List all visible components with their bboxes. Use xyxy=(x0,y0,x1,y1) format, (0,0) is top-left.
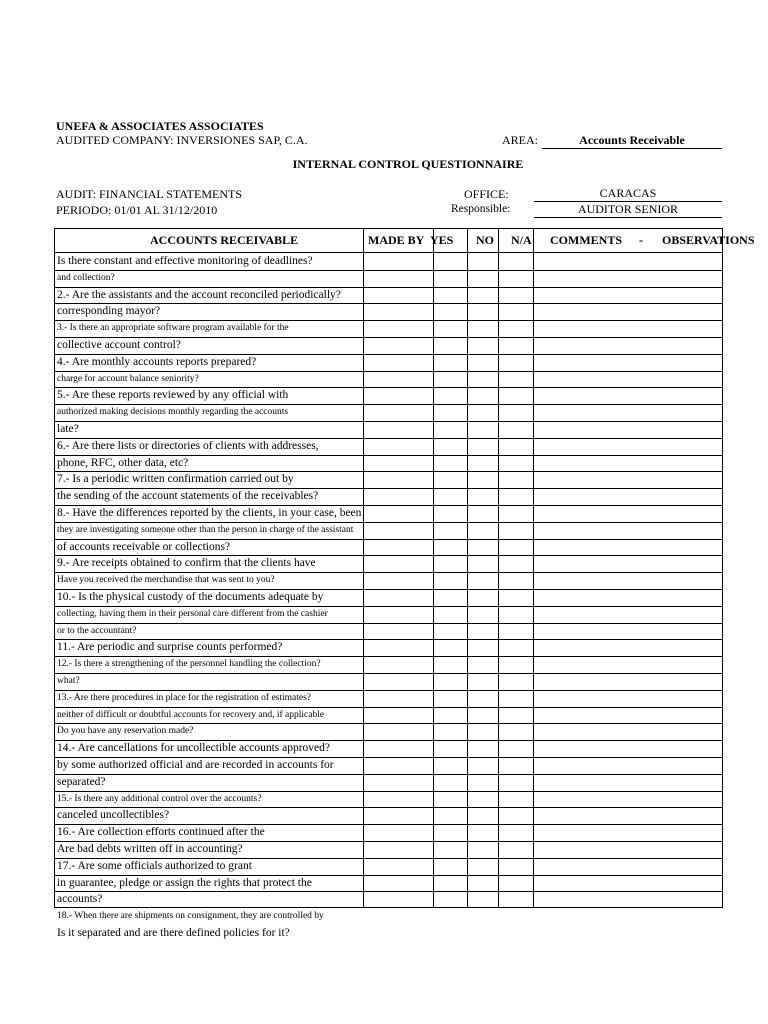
page-title: INTERNAL CONTROL QUESTIONNAIRE xyxy=(292,157,524,171)
question-row: Have you received the merchandise that was sent to you? xyxy=(57,575,275,586)
firm-name: UNEFA & ASSOCIATES ASSOCIATES xyxy=(56,119,264,133)
question-row: canceled uncollectibles? xyxy=(57,809,170,822)
question-row: or to the accountant? xyxy=(57,625,137,636)
question-row: Do you have any reservation made? xyxy=(57,726,194,737)
table-column-line xyxy=(722,228,723,907)
col-header-na: N/A xyxy=(511,233,532,247)
question-row: 16.- Are collection efforts continued after the xyxy=(57,826,265,839)
question-row: what? xyxy=(57,676,80,686)
question-row: 7.- Is a periodic written confirmation carried out by xyxy=(57,473,294,486)
audited-company: AUDITED COMPANY: INVERSIONES SAP, C.A. xyxy=(56,133,308,147)
col-header-no: NO xyxy=(476,233,494,247)
table-row-line xyxy=(54,252,723,253)
table-row-line xyxy=(54,421,723,422)
table-column-line xyxy=(433,228,434,907)
question-row: 10.- Is the physical custody of the documents adequate by xyxy=(57,591,324,603)
question-row: 5.- Are these reports reviewed by any official with xyxy=(57,389,289,402)
table-row-line xyxy=(54,907,723,908)
office-label: OFFICE: xyxy=(464,187,509,201)
table-row-line xyxy=(54,673,723,674)
question-row: they are investigating someone other than the person in charge of the assistant xyxy=(57,524,354,535)
col-header-comments: COMMENTS xyxy=(550,233,622,247)
question-row: late? xyxy=(57,423,79,435)
question-row: neither of difficult or doubtful accounts for recovery and, if applicable xyxy=(57,709,325,720)
question-row: phone, RFC, other data, etc? xyxy=(57,456,189,469)
question-row: 2.- Are the assistants and the account reconciled periodically? xyxy=(57,288,341,301)
question-row: the sending of the account statements of the receivables? xyxy=(57,490,319,503)
question-row: 8.- Have the differences reported by the clients, in your case, been xyxy=(57,507,362,519)
question-row: 3.- Is there an appropriate software program available for the xyxy=(57,323,289,334)
question-row: Are bad debts written off in accounting? xyxy=(57,843,243,855)
col-header-yes: YES xyxy=(430,233,454,247)
question-row: of accounts receivable or collections? xyxy=(57,540,231,553)
question-row: corresponding mayor? xyxy=(57,305,161,318)
table-column-line xyxy=(363,228,364,907)
responsible-label: Responsible: xyxy=(451,203,511,215)
question-row: 9.- Are receipts obtained to confirm that the clients have xyxy=(57,557,316,570)
question-row: 18.- When there are shipments on consignment, they are controlled by xyxy=(57,911,324,922)
office-value: CARACAS xyxy=(534,186,722,202)
question-row: and collection? xyxy=(57,272,115,283)
audit-period: PERIODO: 01/01 AL 31/12/2010 xyxy=(56,203,218,217)
question-row: Is there constant and effective monitoring of deadlines? xyxy=(57,255,313,267)
table-row-line xyxy=(54,774,723,775)
question-row: 11.- Are periodic and surprise counts performed? xyxy=(57,641,283,654)
table-column-line xyxy=(498,228,499,907)
question-row: 15.- Is there any additional control over the accounts? xyxy=(57,793,262,804)
col-header-made-by: MADE BY xyxy=(368,233,425,247)
question-row: Is it separated and are there defined policies for it? xyxy=(57,927,290,939)
table-row-line xyxy=(54,270,723,271)
area-label: AREA: xyxy=(502,133,538,147)
area-value: Accounts Receivable xyxy=(542,133,722,149)
question-row: 4.- Are monthly accounts reports prepared? xyxy=(57,355,257,368)
question-row: 17.- Are some officials authorized to grant xyxy=(57,859,252,872)
table-row-line xyxy=(54,623,723,624)
audit-type: AUDIT: FINANCIAL STATEMENTS xyxy=(56,187,242,201)
col-header-observations: OBSERVATIONS xyxy=(662,233,755,247)
table-column-line xyxy=(533,228,534,907)
question-row: charge for account balance seniority? xyxy=(57,373,199,384)
table-column-line xyxy=(54,228,55,907)
col-header-dash: - xyxy=(639,233,643,247)
question-row: by some authorized official and are recorded in accounts for xyxy=(57,759,334,771)
question-row: 6.- Are there lists or directories of clients with addresses, xyxy=(57,439,319,452)
table-row-line xyxy=(54,228,723,229)
question-row: collecting, having them in their personal care different from the cashier xyxy=(57,608,328,619)
col-header-accounts: ACCOUNTS RECEIVABLE xyxy=(150,233,299,247)
table-column-line xyxy=(467,228,468,907)
question-row: accounts? xyxy=(57,893,103,906)
question-row: in guarantee, pledge or assign the rights that protect the xyxy=(57,876,312,889)
question-row: collective account control? xyxy=(57,339,181,351)
table-row-line xyxy=(54,891,723,892)
question-row: 14.- Are cancellations for uncollectible accounts approved? xyxy=(57,742,331,755)
question-row: 12.- Is there a strengthening of the personnel handling the collection? xyxy=(57,659,321,670)
question-row: 13.- Are there procedures in place for the registration of estimates? xyxy=(57,692,312,703)
responsible-value: AUDITOR SENIOR xyxy=(534,202,722,218)
question-row: authorized making decisions monthly regarding the accounts xyxy=(57,407,289,418)
question-row: separated? xyxy=(57,775,106,788)
